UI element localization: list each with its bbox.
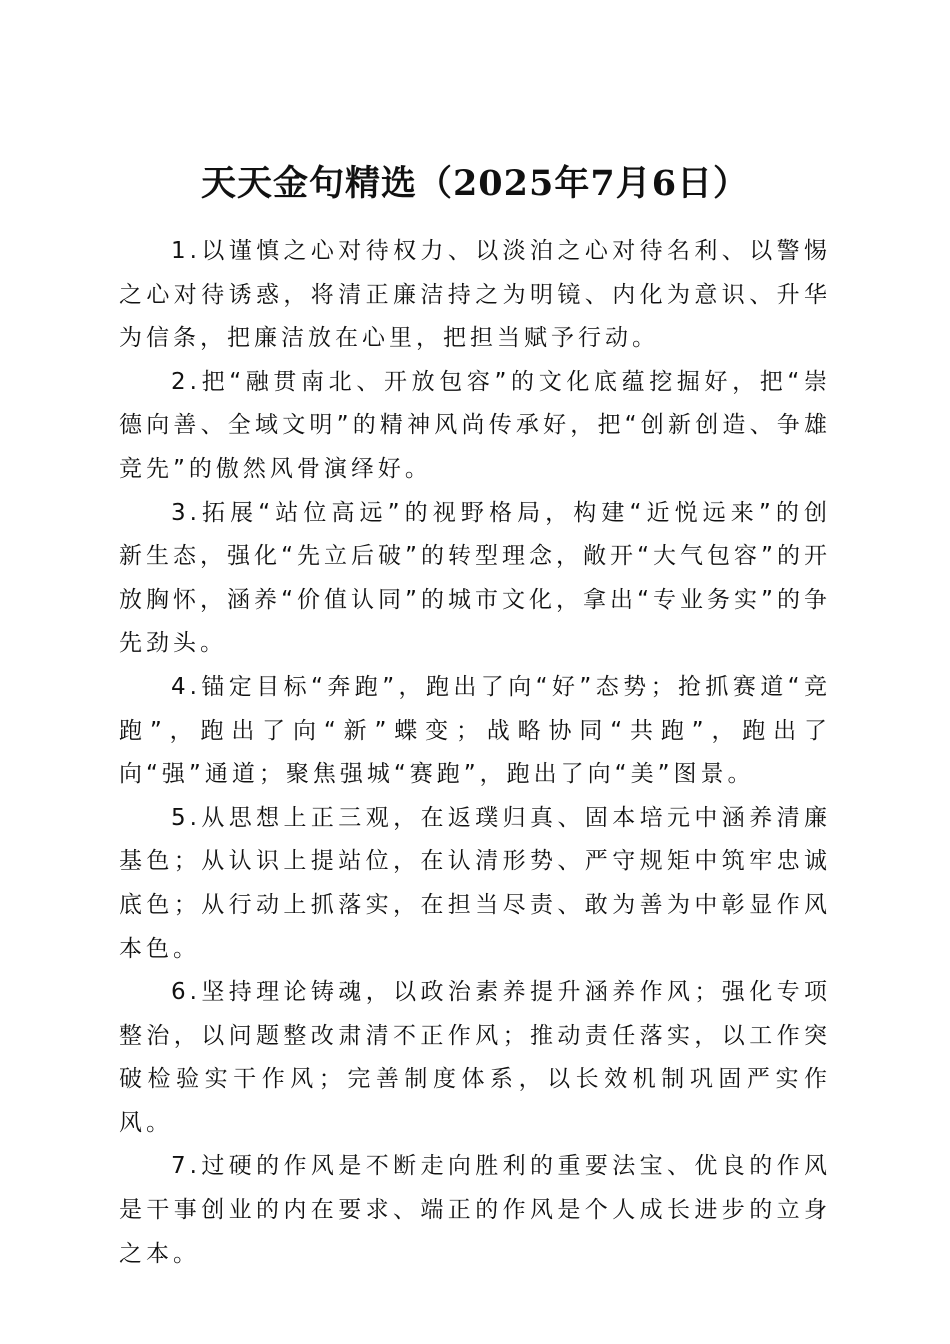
paragraph-7: 7.过硬的作风是不断走向胜利的重要法宝、优良的作风是干事创业的内在要求、端正的作风是个人成长进步的立身之本。 (119, 1153, 831, 1267)
paragraph-4: 4.锚定目标“奔跑”，跑出了向“好”态势；抢抓赛道“竞跑”，跑出了向“新”蝶变；战略协同“共跑”，跑出了向“强”通道；聚焦强城“赛跑”，跑出了向“美”图景。 (119, 673, 831, 788)
paragraph-5: 5.从思想上正三观，在返璞归真、固本培元中涵养清廉基色；从认识上提站位，在认清形势、严守规矩中筑牢忠诚底色；从行动上抓落实，在担当尽责、敢为善为中彰显作风本色。 (119, 804, 831, 962)
page-title: 天天金句精选（2025年7月6日） (200, 163, 750, 205)
paragraph-3: 3.拓展“站位高远”的视野格局，构建“近悦远来”的创新生态，强化“先立后破”的转型理念，敞开“大气包容”的开放胸怀，涵养“价值认同”的城市文化，拿出“专业务实”的争先劲头。 (119, 499, 831, 657)
paragraph-6: 6.坚持理论铸魂，以政治素养提升涵养作风；强化专项整治，以问题整改肃清不正作风；推动责任落实，以工作突破检验实干作风；完善制度体系，以长效机制巩固严实作风。 (119, 979, 831, 1136)
paragraph-2: 2.把“融贯南北、开放包容”的文化底蕴挖掘好，把“崇德向善、全域文明”的精神风尚传承好，把“创新创造、争雄竞先”的傲然风骨演绎好。 (119, 368, 831, 482)
paragraph-1: 1.以谨慎之心对待权力、以淡泊之心对待名利、以警惕之心对待诱惑，将清正廉洁持之为明镜、内化为意识、升华为信条，把廉洁放在心里，把担当赋予行动。 (119, 238, 831, 352)
document-body (119, 230, 831, 1276)
